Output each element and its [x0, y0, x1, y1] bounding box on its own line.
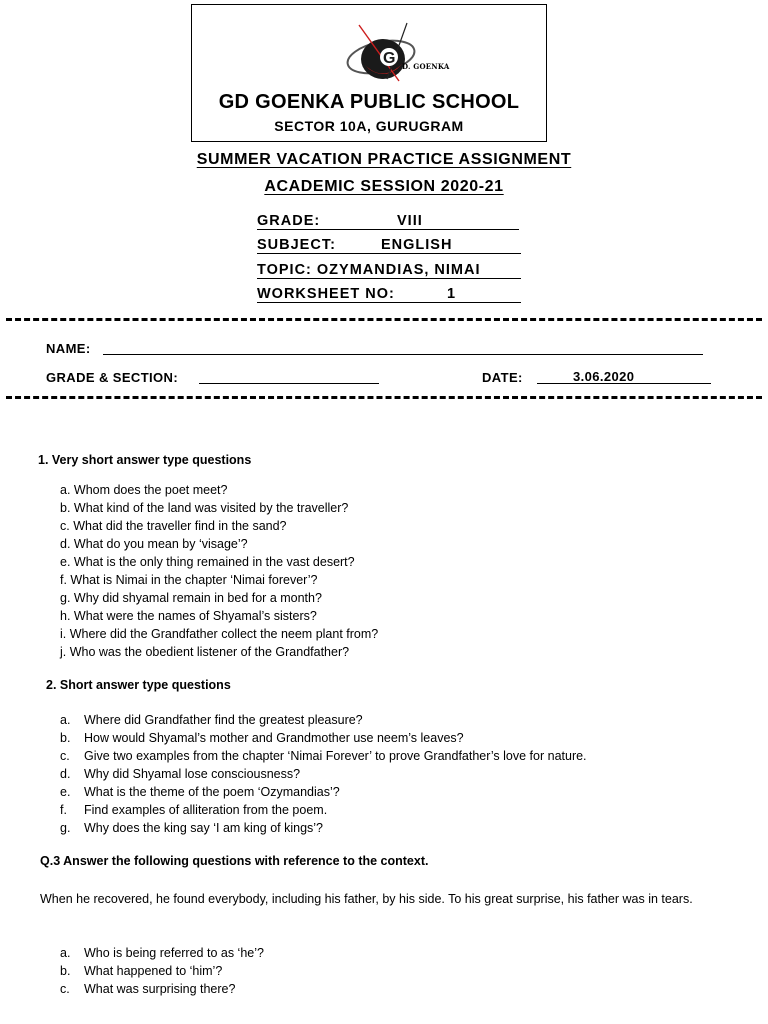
grade-row — [257, 213, 519, 230]
name-label: NAME: — [46, 341, 91, 356]
grade-label: GRADE: — [257, 213, 321, 229]
list-item — [60, 819, 587, 837]
school-logo-icon — [339, 19, 459, 89]
subject-row — [257, 237, 521, 254]
assignment-title: SUMMER VACATION PRACTICE ASSIGNMENT — [196, 151, 572, 168]
list-text: What was surprising there? — [84, 982, 236, 996]
list-item: c. What did the traveller find in the sand? — [60, 519, 287, 533]
school-name: GD GOENKA PUBLIC SCHOOL — [218, 91, 520, 113]
list-item — [60, 980, 264, 998]
school-sector: SECTOR 10A, GURUGRAM — [274, 118, 464, 134]
list-item — [60, 711, 587, 729]
dashed-divider — [6, 318, 762, 321]
topic-label: TOPIC: — [257, 262, 312, 278]
list-text: Give two examples from the chapter ‘Nimai Forever’ to prove Grandfather’s love for nature. — [84, 749, 587, 763]
section1-heading: 1. Very short answer type questions — [38, 453, 252, 467]
list-item: j. Who was the obedient listener of the Grandfather? — [60, 645, 350, 659]
list-marker: d. — [60, 767, 71, 781]
svg-text:G: G — [383, 50, 396, 67]
name-field[interactable] — [103, 354, 703, 355]
list-text: Who is being referred to as ‘he’? — [84, 946, 264, 960]
list-item — [60, 801, 587, 819]
list-marker: e. — [60, 785, 71, 799]
logo-text: D. GOENKA — [402, 62, 450, 71]
list-marker: b. — [60, 731, 71, 745]
list-text: Where did Grandfather find the greatest pleasure? — [84, 713, 363, 727]
list-item: a. Whom does the poet meet? — [60, 483, 228, 497]
subject-label: SUBJECT: — [257, 237, 336, 253]
session-title: ACADEMIC SESSION 2020-21 — [264, 178, 504, 195]
subject-value: ENGLISH — [381, 237, 453, 253]
list-item: h. What were the names of Shyamal’s sisters? — [60, 609, 317, 623]
section1-list — [60, 481, 378, 661]
list-item — [60, 944, 264, 962]
section2-list — [60, 711, 587, 837]
list-text: What is the theme of the poem ‘Ozymandias’? — [84, 785, 340, 799]
dashed-divider — [6, 396, 762, 399]
list-marker: g. — [60, 821, 71, 835]
list-item: e. What is the only thing remained in the vast desert? — [60, 555, 355, 569]
section3-list — [60, 944, 264, 998]
worksheet-label: WORKSHEET NO: — [257, 286, 395, 302]
list-marker: c. — [60, 982, 70, 996]
list-item — [60, 747, 587, 765]
list-item: i. Where did the Grandfather collect the neem plant from? — [60, 627, 379, 641]
list-marker: f. — [60, 803, 67, 817]
list-item: d. What do you mean by ‘visage’? — [60, 537, 248, 551]
list-text: How would Shyamal’s mother and Grandmother use neem’s leaves? — [84, 731, 464, 745]
list-marker: a. — [60, 946, 71, 960]
grade-value: VIII — [397, 213, 423, 229]
date-value: 3.06.2020 — [573, 369, 635, 384]
list-marker: a. — [60, 713, 71, 727]
section2-heading: 2. Short answer type questions — [46, 678, 231, 692]
grade-section-field[interactable] — [199, 383, 379, 384]
list-item: b. What kind of the land was visited by the traveller? — [60, 501, 349, 515]
list-item — [60, 765, 587, 783]
list-text: What happened to ‘him’? — [84, 964, 223, 978]
grade-section-label: GRADE & SECTION: — [46, 370, 179, 385]
worksheet-row — [257, 286, 521, 303]
list-item: g. Why did shyamal remain in bed for a month? — [60, 591, 322, 605]
school-header — [191, 4, 547, 142]
list-item — [60, 783, 587, 801]
context-passage: When he recovered, he found everybody, including his father, by his side. To his great surprise, his father was in tears. — [40, 892, 693, 906]
list-item: f. What is Nimai in the chapter ‘Nimai forever’? — [60, 573, 318, 587]
list-text: Why does the king say ‘I am king of kings’? — [84, 821, 324, 835]
worksheet-value: 1 — [447, 286, 457, 302]
list-text: Find examples of alliteration from the poem. — [84, 803, 328, 817]
list-marker: b. — [60, 964, 71, 978]
date-label: DATE: — [482, 370, 523, 385]
list-marker: c. — [60, 749, 70, 763]
topic-row — [257, 262, 521, 279]
section3-heading: Q.3 Answer the following questions with reference to the context. — [40, 854, 429, 868]
topic-value: OZYMANDIAS, NIMAI — [316, 262, 481, 278]
list-item — [60, 962, 264, 980]
list-text: Why did Shyamal lose consciousness? — [84, 767, 301, 781]
list-item — [60, 729, 587, 747]
